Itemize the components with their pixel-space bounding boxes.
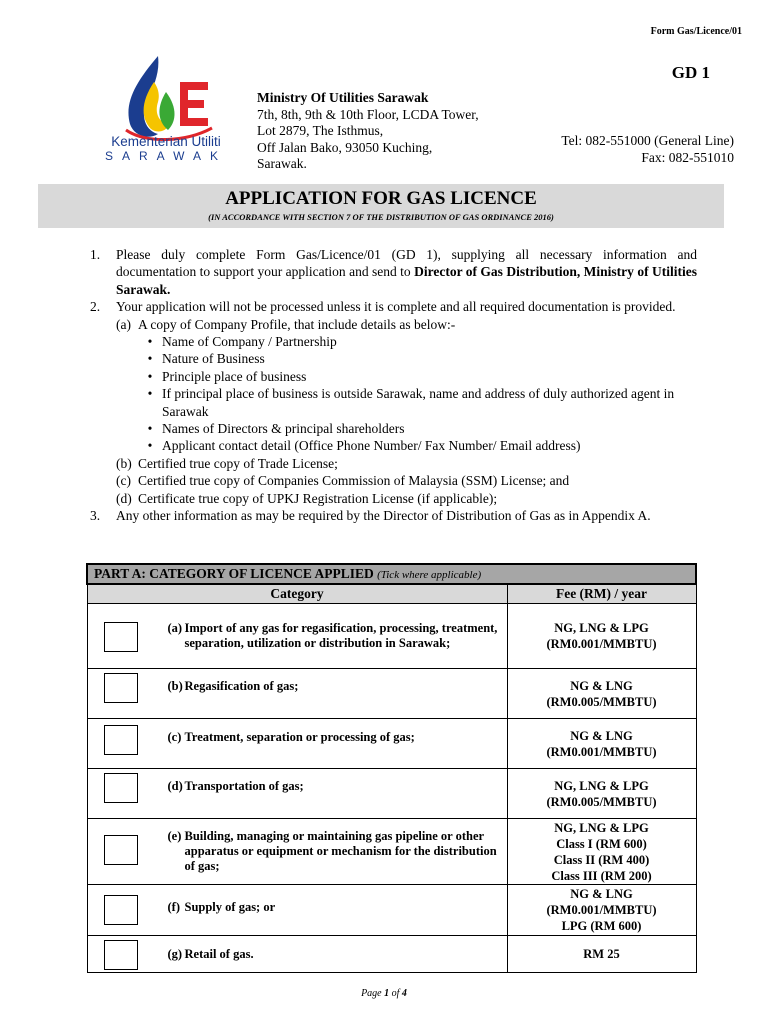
page-subtitle: (IN ACCORDANCE WITH SECTION 7 OF THE DISTRIBUTION OF GAS ORDINANCE 2016)	[208, 212, 554, 222]
item-number: 3.	[90, 508, 101, 524]
fax: Fax: 082-551010	[641, 149, 734, 165]
title-banner	[38, 184, 724, 228]
sub-label: (a)	[116, 316, 131, 332]
fee-line: NG & LNG	[570, 678, 633, 693]
bullet-text: Nature of Business	[162, 351, 265, 367]
bullet-item: • Principle place of business	[90, 368, 697, 385]
address-line: 7th, 8th, 9th & 10th Floor, LCDA Tower,	[257, 106, 479, 122]
item-number: 2.	[90, 299, 101, 315]
page-number: 1	[384, 988, 390, 999]
fee-cell	[507, 819, 696, 885]
category-cell	[87, 604, 507, 669]
bullet-item: • If principal place of business is outside Sarawak, name and address of duly authorized agent in Sarawak	[90, 385, 697, 420]
bullet-item: • Applicant contact detail (Office Phone Number/ Fax Number/ Email address)	[90, 437, 697, 454]
fee-cell	[507, 604, 696, 669]
of-word: of	[391, 988, 400, 999]
checkbox[interactable]	[104, 773, 138, 803]
table-row	[87, 669, 696, 719]
category-cell	[87, 669, 507, 719]
bullet-item: • Nature of Business	[90, 350, 697, 367]
fee-line: Class III (RM 200)	[551, 868, 652, 883]
checkbox[interactable]	[104, 835, 138, 865]
table-row	[87, 719, 696, 769]
fee-line: NG, LNG & LPG	[554, 778, 649, 793]
fee-line: NG, LNG & LPG	[554, 621, 649, 635]
category-cell	[87, 936, 507, 973]
part-a-header	[87, 564, 696, 584]
category-text: Import of any gas for regasification, processing, treatment, separation, utilization or distribution in Sarawak;	[184, 621, 498, 650]
category-label: (f)	[167, 899, 180, 914]
fee-line: Class I (RM 600)	[556, 836, 647, 851]
fee-line: RM 25	[583, 947, 620, 961]
fee-line: (RM0.005/MMBTU)	[546, 794, 657, 809]
page-title: APPLICATION FOR GAS LICENCE	[225, 188, 537, 209]
category-label: (a)	[167, 621, 183, 635]
fee-line: LPG (RM 600)	[561, 919, 642, 933]
form-code: Form Gas/Licence/01	[650, 26, 742, 37]
instructions	[90, 246, 697, 525]
table-row	[87, 769, 696, 819]
category-text: Building, managing or maintaining gas pipeline or other apparatus or equipment or mechanism for the distribution of gas;	[184, 829, 497, 873]
part-a-heading: PART A: CATEGORY OF LICENCE APPLIED	[94, 566, 374, 581]
fee-cell	[507, 769, 696, 819]
category-label: (d)	[167, 779, 183, 793]
instruction-text: Please duly complete Form Gas/Licence/01 (GD 1), supplying all necessary information and documentation to support your application and send to	[116, 247, 697, 280]
checkbox[interactable]	[104, 895, 138, 925]
bullet-text: Principle place of business	[162, 368, 307, 384]
bullet-item: • Names of Directors & principal shareholders	[90, 420, 697, 437]
category-label: (e)	[167, 829, 182, 843]
bullet-text: Applicant contact detail (Office Phone Number/ Fax Number/ Email address)	[162, 438, 581, 454]
checkbox[interactable]	[104, 725, 138, 755]
category-label: (b)	[167, 679, 183, 693]
category-cell	[87, 769, 507, 819]
part-a-hint: (Tick where applicable)	[377, 569, 482, 581]
contact-block	[500, 133, 734, 166]
fee-line: (RM0.001/MMBTU)	[546, 637, 657, 651]
fee-line: Class II (RM 400)	[553, 852, 650, 867]
page-word: Page	[361, 988, 382, 999]
address-line: Sarawak.	[257, 156, 307, 171]
table-row	[87, 819, 696, 885]
sub-text: Certified true copy of Companies Commission of Malaysia (SSM) License; and	[138, 473, 570, 489]
bullet-item: • Name of Company / Partnership	[90, 333, 697, 350]
instruction-text: Your application will not be processed unless it is complete and all required documentation is provided.	[116, 299, 676, 315]
category-cell	[87, 719, 507, 769]
instruction-item-3	[90, 507, 697, 524]
instruction-item-1	[90, 246, 697, 298]
sub-item-a	[90, 316, 697, 333]
fee-cell	[507, 669, 696, 719]
fee-line: (RM0.001/MMBTU)	[546, 744, 657, 759]
page-total: 4	[401, 988, 407, 999]
instruction-text: Any other information as may be required by the Director of Distribution of Gas as in Appendix A.	[116, 508, 651, 524]
column-header-fee: Fee (RM) / year	[507, 584, 696, 604]
instruction-bold: Director of Gas Distribution, Ministry of Utilities Sarawak.	[116, 264, 698, 297]
sub-item-b	[90, 455, 697, 472]
category-label: (g)	[167, 946, 183, 961]
page-footer	[0, 988, 768, 999]
fee-line: NG, LNG & LPG	[554, 820, 649, 835]
telephone: Tel: 082-551000 (General Line)	[561, 133, 734, 148]
ministry-name: Ministry Of Utilities Sarawak	[257, 90, 429, 105]
table-row	[87, 936, 696, 973]
category-text: Transportation of gas;	[184, 779, 304, 793]
fee-line: NG & LNG	[570, 728, 633, 743]
sub-text: Certified true copy of Trade License;	[138, 455, 338, 471]
table-row	[87, 604, 696, 669]
sub-text: Certificate true copy of UPKJ Registration License (if applicable);	[138, 490, 498, 506]
bullet-text: If principal place of business is outside Sarawak, name and address of duly authorized agent in Sarawak	[162, 386, 675, 419]
checkbox[interactable]	[104, 673, 138, 703]
column-header-category: Category	[87, 584, 507, 604]
sub-label: (b)	[116, 455, 132, 471]
sub-item-c	[90, 472, 697, 489]
logo-text-line2: SARAWAK	[104, 149, 228, 163]
logo-e-red	[180, 82, 208, 126]
instruction-item-2	[90, 298, 697, 315]
sub-item-d	[90, 490, 697, 507]
logo-text-line1: Kementerian Utiliti	[111, 134, 221, 149]
fee-cell	[507, 885, 696, 936]
address-line: Off Jalan Bako, 93050 Kuching,	[257, 139, 433, 155]
fee-line: (RM0.005/MMBTU)	[546, 694, 657, 709]
checkbox[interactable]	[104, 622, 138, 652]
category-cell	[87, 819, 507, 885]
form-id: GD 1	[671, 63, 710, 82]
category-text: Retail of gas.	[184, 946, 254, 961]
category-text: Supply of gas; or	[184, 899, 276, 914]
item-number: 1.	[90, 247, 101, 262]
bullet-text: Name of Company / Partnership	[162, 334, 337, 350]
fee-cell	[507, 936, 696, 973]
category-label: (c)	[167, 730, 182, 744]
sub-label: (c)	[116, 473, 131, 489]
bullet-text: Names of Directors & principal shareholders	[162, 421, 405, 437]
category-cell	[87, 885, 507, 936]
checkbox[interactable]	[104, 940, 138, 970]
category-table	[86, 563, 697, 973]
sub-label: (d)	[116, 490, 132, 506]
sub-text: A copy of Company Profile, that include details as below:-	[138, 316, 456, 332]
logo-text	[96, 134, 236, 164]
category-text: Regasification of gas;	[184, 679, 299, 693]
address-line: Lot 2879, The Isthmus,	[257, 123, 384, 138]
fee-line: (RM0.001/MMBTU)	[546, 903, 657, 917]
category-text: Treatment, separation or processing of gas;	[184, 730, 415, 744]
fee-cell	[507, 719, 696, 769]
table-row	[87, 885, 696, 936]
fee-line: NG & LNG	[570, 887, 633, 901]
